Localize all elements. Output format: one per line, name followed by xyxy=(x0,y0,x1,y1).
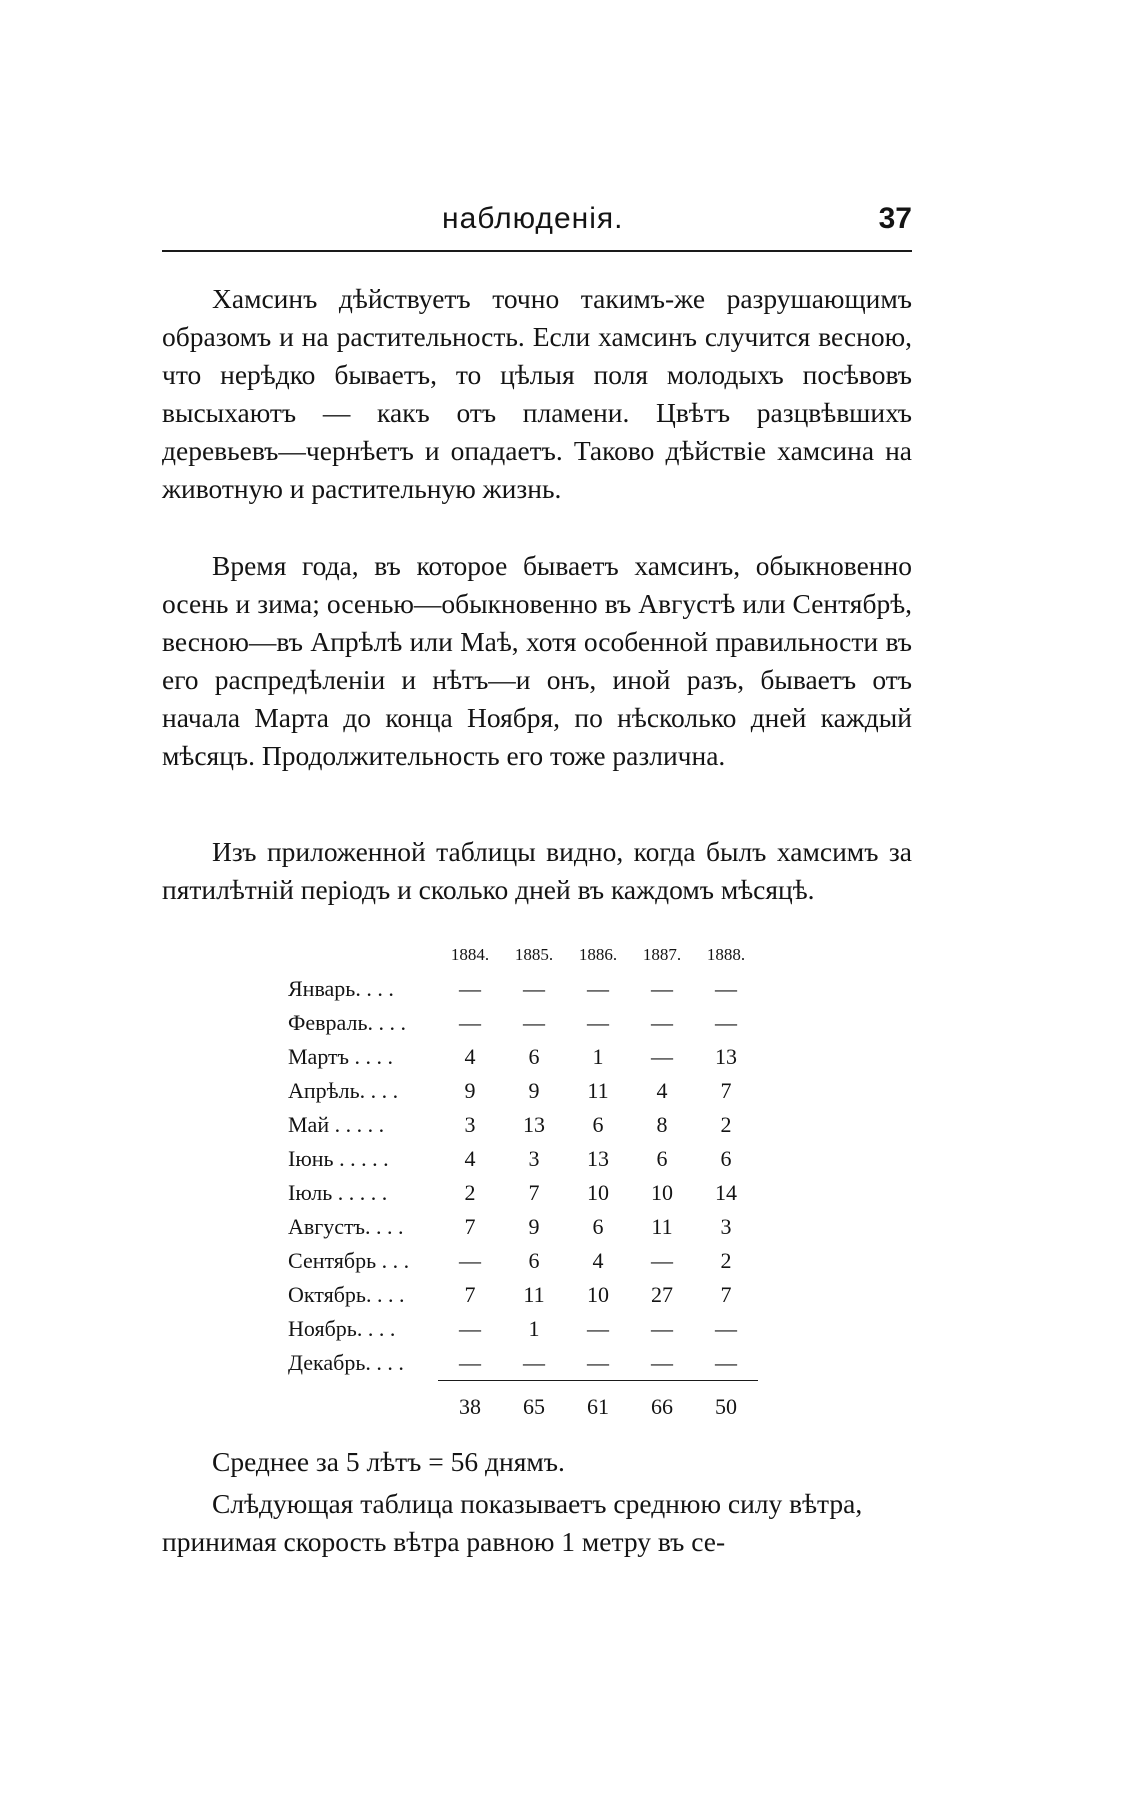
day-count-cell: 3 xyxy=(528,1146,540,1171)
day-count-cell: — xyxy=(587,976,609,1001)
table-row xyxy=(288,972,758,1006)
month-label: Ноябрь. . . . xyxy=(288,1316,396,1341)
day-count-cell: 8 xyxy=(656,1112,668,1137)
day-count-cell: 4 xyxy=(656,1078,668,1103)
day-count-cell: 9 xyxy=(528,1214,540,1239)
table-row xyxy=(288,1142,758,1176)
day-count-cell: 2 xyxy=(720,1248,732,1273)
khamsin-days-table xyxy=(288,938,758,1429)
table-row xyxy=(288,1040,758,1074)
paragraph-khamsin-season xyxy=(162,547,912,775)
day-count-cell: 3 xyxy=(720,1214,732,1239)
month-label: Сентябрь . . . xyxy=(288,1248,410,1273)
day-count-cell: — xyxy=(523,976,545,1001)
page-header xyxy=(162,200,912,252)
table-body xyxy=(288,972,758,1381)
day-count-cell: — xyxy=(651,1248,673,1273)
total-cell: 38 xyxy=(438,1381,502,1430)
year-header: 1884. xyxy=(450,945,490,964)
day-count-cell: 1 xyxy=(528,1316,540,1341)
page-number: 37 xyxy=(878,202,912,235)
day-count-cell: — xyxy=(587,1350,609,1375)
month-label: Августъ. . . . xyxy=(288,1214,404,1239)
day-count-cell: — xyxy=(587,1316,609,1341)
table-row xyxy=(288,1074,758,1108)
day-count-cell: — xyxy=(523,1350,545,1375)
month-label: Декабрь. . . . xyxy=(288,1350,404,1376)
day-count-cell: 6 xyxy=(592,1214,604,1239)
day-count-cell: — xyxy=(459,1248,481,1273)
totals-row xyxy=(288,1381,758,1430)
day-count-cell: — xyxy=(651,1010,673,1035)
day-count-cell: 13 xyxy=(587,1146,609,1171)
paragraph-text: Время года, въ которое бываетъ хамсинъ, обыкновенно осень и зима; осенью—обыкновенно въ Августѣ или Сентябрѣ, весною—въ Апрѣлѣ или Маѣ, хотя особенной правильности въ его распредѣленіи и нѣтъ—и онъ, иной разъ, бываетъ отъ начала Марта до конца Ноября, по нѣсколько дней каждый мѣсяцъ. Продолжительность его тоже различна. xyxy=(162,550,912,771)
month-label: Май . . . . . xyxy=(288,1112,385,1137)
day-count-cell: 1 xyxy=(592,1044,604,1069)
day-count-cell: 9 xyxy=(528,1078,540,1103)
day-count-cell: 11 xyxy=(587,1078,609,1103)
day-count-cell: 6 xyxy=(720,1146,732,1171)
table-row xyxy=(288,1176,758,1210)
day-count-cell: 3 xyxy=(464,1112,476,1137)
table-row xyxy=(288,1006,758,1040)
table-row xyxy=(288,1278,758,1312)
day-count-cell: — xyxy=(715,976,737,1001)
day-count-cell: 27 xyxy=(651,1282,673,1307)
day-count-cell: 4 xyxy=(464,1146,476,1171)
day-count-cell: 6 xyxy=(528,1044,540,1069)
day-count-cell: — xyxy=(651,1044,673,1069)
table-row xyxy=(288,1210,758,1244)
paragraph-next-table xyxy=(162,1485,912,1561)
running-title: наблюденія. xyxy=(442,202,624,235)
month-column-header xyxy=(288,938,438,972)
month-label: Февраль. . . . xyxy=(288,1010,407,1035)
month-label: Октябрь. . . . xyxy=(288,1282,405,1307)
day-count-cell: — xyxy=(651,1316,673,1341)
day-count-cell: — xyxy=(651,976,673,1001)
year-header: 1887. xyxy=(642,945,682,964)
day-count-cell: — xyxy=(523,1010,545,1035)
day-count-cell: 11 xyxy=(523,1282,545,1307)
paragraph-table-intro xyxy=(162,833,912,909)
year-header: 1885. xyxy=(514,945,554,964)
day-count-cell: 13 xyxy=(523,1112,545,1137)
day-count-cell: 11 xyxy=(651,1214,673,1239)
total-cell: 65 xyxy=(502,1381,566,1430)
paragraph-text: Среднее за 5 лѣтъ = 56 днямъ. xyxy=(212,1446,565,1477)
year-header: 1888. xyxy=(706,945,746,964)
paragraph-text: Слѣдующая таблица показываетъ среднюю силу вѣтра, принимая скорость вѣтра равною 1 метру въ се- xyxy=(162,1488,863,1557)
day-count-cell: — xyxy=(459,1350,481,1375)
table-row xyxy=(288,1346,758,1381)
day-count-cell: — xyxy=(587,1010,609,1035)
table-row xyxy=(288,1244,758,1278)
month-label: Апрѣль. . . . xyxy=(288,1078,399,1103)
month-label: Мартъ . . . . xyxy=(288,1044,394,1069)
totals-label-cell xyxy=(288,1381,438,1430)
year-header: 1886. xyxy=(578,945,618,964)
day-count-cell: 7 xyxy=(720,1078,732,1103)
day-count-cell: 10 xyxy=(587,1180,609,1205)
day-count-cell: — xyxy=(715,1010,737,1035)
day-count-cell: 10 xyxy=(651,1180,673,1205)
day-count-cell: 4 xyxy=(464,1044,476,1069)
total-cell: 50 xyxy=(694,1381,758,1430)
total-cell: 66 xyxy=(630,1381,694,1430)
day-count-cell: 9 xyxy=(464,1078,476,1103)
day-count-cell: 6 xyxy=(592,1112,604,1137)
day-count-cell: — xyxy=(651,1350,673,1375)
paragraph-average xyxy=(162,1443,912,1481)
day-count-cell: 7 xyxy=(720,1282,732,1307)
day-count-cell: 6 xyxy=(528,1248,540,1273)
day-count-cell: — xyxy=(715,1350,737,1375)
table-row xyxy=(288,1312,758,1346)
day-count-cell: — xyxy=(459,976,481,1001)
day-count-cell: — xyxy=(459,1010,481,1035)
day-count-cell: 2 xyxy=(720,1112,732,1137)
paragraph-khamsin-effect xyxy=(162,280,912,508)
day-count-cell: 2 xyxy=(464,1180,476,1205)
day-count-cell: — xyxy=(459,1316,481,1341)
paragraph-text: Хамсинъ дѣйствуетъ точно такимъ-же разрушающимъ образомъ и на растительность. Если хамсинъ случится весною, что нерѣдко бываетъ, то цѣлыя поля молодыхъ посѣвовъ высыхаютъ — какъ отъ пламени. Цвѣтъ разцвѣвшихъ деревьевъ—чернѣетъ и опадаетъ. Таково дѣйствіе хамсина на животную и растительную жизнь. xyxy=(162,283,912,504)
day-count-cell: 7 xyxy=(528,1180,540,1205)
day-count-cell: 14 xyxy=(715,1180,737,1205)
month-label: Іюнь . . . . . xyxy=(288,1146,389,1171)
month-label: Январь. . . . xyxy=(288,976,394,1001)
day-count-cell: 6 xyxy=(656,1146,668,1171)
table-header-row xyxy=(288,938,758,972)
day-count-cell: — xyxy=(715,1316,737,1341)
day-count-cell: 7 xyxy=(464,1282,476,1307)
day-count-cell: 4 xyxy=(592,1248,604,1273)
table-row xyxy=(288,1108,758,1142)
day-count-cell: 10 xyxy=(587,1282,609,1307)
day-count-cell: 7 xyxy=(464,1214,476,1239)
day-count-cell: 13 xyxy=(715,1044,737,1069)
total-cell: 61 xyxy=(566,1381,630,1430)
month-label: Іюль . . . . . xyxy=(288,1180,388,1205)
paragraph-text: Изъ приложенной таблицы видно, когда былъ хамсимъ за пятилѣтній періодъ и сколько дней въ каждомъ мѣсяцѣ. xyxy=(162,836,912,905)
